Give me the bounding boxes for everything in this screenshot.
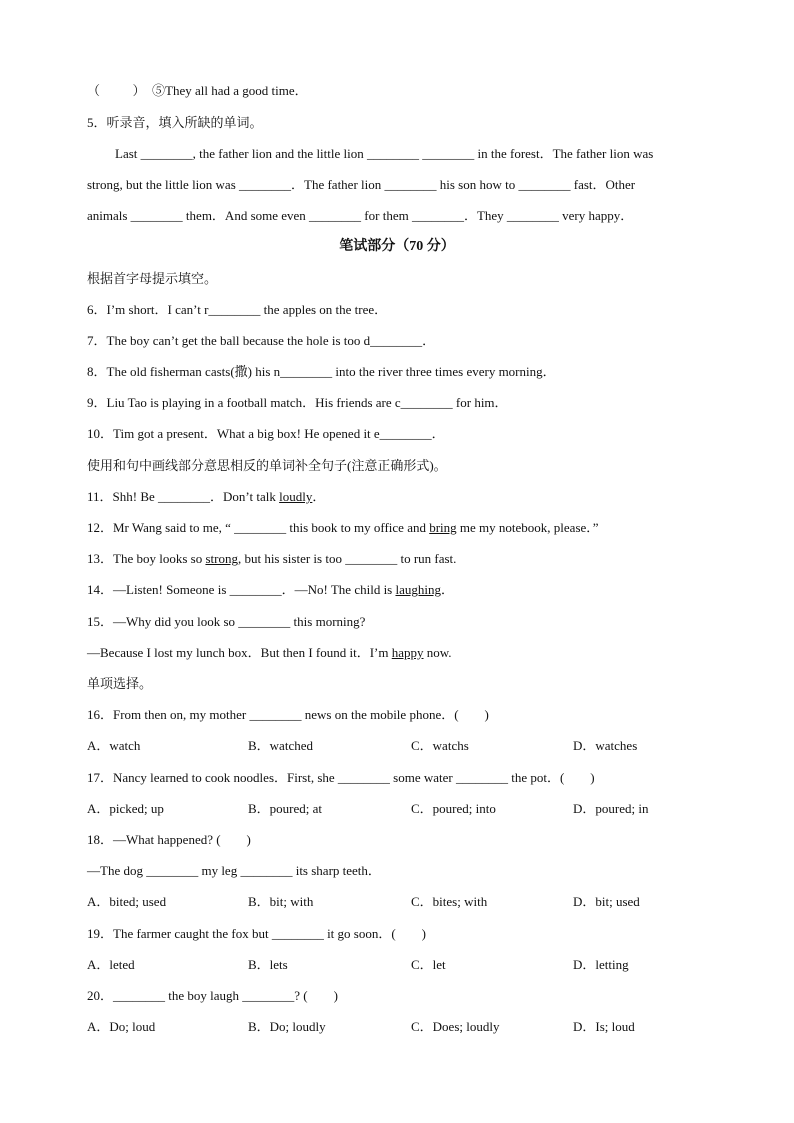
q12-text: 12．Mr Wang said to me, “ ________ this book to my office and <box>87 520 430 535</box>
q20-option-c: C．Does; loudly <box>411 1019 500 1034</box>
q12-underlined-word: bring <box>429 520 457 535</box>
question-9: 9．Liu Tao is playing in a football match．His friends are c________ for him． <box>87 395 508 410</box>
q19-option-d: D．letting <box>573 957 629 972</box>
part2-heading: 使用和句中画线部分意思相反的单词补全句子(注意正确形式)。 <box>87 458 447 473</box>
q14-text: 14．—Listen! Someone is ________．—No! The child is <box>87 582 396 597</box>
question-18-line-2: —The dog ________ my leg ________ its sharp teeth． <box>87 863 381 878</box>
q19-option-c: C．let <box>411 957 446 972</box>
listening-item-5: （ ） ⑤They all had a good time． <box>87 83 308 98</box>
question-14 <box>87 581 454 599</box>
q18-option-d: D．bit; used <box>573 894 640 909</box>
q17-option-c: C．poured; into <box>411 801 496 816</box>
q13-text-end: , but his sister is too ________ to run fast. <box>237 551 457 566</box>
question-8: 8．The old fisherman casts(撒) his n________ into the river three times every morning． <box>87 364 556 379</box>
q20-option-d: D．Is; loud <box>573 1019 635 1034</box>
question-18: 18．—What happened? ( ) <box>87 832 251 847</box>
question-16: 16．From then on, my mother ________ news on the mobile phone．( ) <box>87 707 489 722</box>
q18-option-a: A．bited; used <box>87 894 167 909</box>
part3-heading: 单项选择。 <box>87 676 153 691</box>
q19-option-b: B．lets <box>248 957 288 972</box>
question-15-answer <box>87 644 452 662</box>
section-5-heading: 5．听录音，填入所缺的单词。 <box>87 115 263 130</box>
q14-text-end: ． <box>440 582 454 597</box>
question-12 <box>87 519 599 537</box>
q11-text-end: ． <box>312 489 326 504</box>
q11-text: 11．Shh! Be ________．Don’t talk <box>87 489 280 504</box>
question-6: 6．I’m short．I can’t r________ the apples on the tree． <box>87 302 388 317</box>
question-13 <box>87 550 456 568</box>
question-17: 17．Nancy learned to cook noodles．First, she ________ some water ________ the pot．( ) <box>87 770 595 785</box>
q16-option-b: B．watched <box>248 738 313 753</box>
question-11 <box>87 488 325 506</box>
q15-underlined-word: happy <box>391 645 424 660</box>
q11-underlined-word: loudly <box>279 489 313 504</box>
question-10: 10．Tim got a present．What a big box! He opened it e________． <box>87 426 445 441</box>
q16-option-d: D．watches <box>573 738 638 753</box>
q13-text: 13．The boy looks so <box>87 551 206 566</box>
written-section-title: 笔试部分（70 分） <box>339 239 455 254</box>
q19-option-a: A．leted <box>87 957 135 972</box>
q15-text: —Because I lost my lunch box．But then I found it．I’m <box>87 645 392 660</box>
q13-underlined-word: strong <box>205 551 238 566</box>
question-7: 7．The boy can’t get the ball because the hole is too d________． <box>87 333 436 348</box>
passage-line-3: animals ________ them．And some even ________ for them ________．They ________ very happy． <box>87 208 634 223</box>
passage-line-2: strong, but the little lion was ________．The father lion ________ his son how to ________ fast．Other <box>87 177 636 192</box>
part1-heading: 根据首字母提示填空。 <box>87 271 218 286</box>
q17-option-a: A．picked; up <box>87 801 164 816</box>
q17-option-b: B．poured; at <box>248 801 323 816</box>
q18-option-c: C．bites; with <box>411 894 488 909</box>
passage-line-1: Last ________, the father lion and the little lion ________ ________ in the forest．The father lion was <box>115 146 654 161</box>
q17-option-d: D．poured; in <box>573 801 649 816</box>
q12-text-end: me my notebook, please．” <box>456 520 599 535</box>
q20-option-a: A．Do; loud <box>87 1019 156 1034</box>
q20-option-b: B．Do; loudly <box>248 1019 326 1034</box>
q18-option-b: B．bit; with <box>248 894 314 909</box>
q16-option-c: C．watchs <box>411 738 469 753</box>
question-19: 19．The farmer caught the fox but ________ it go soon．( ) <box>87 926 427 941</box>
question-20: 20．________ the boy laugh ________? ( ) <box>87 988 338 1003</box>
q15-text-end: now. <box>423 645 452 660</box>
q14-underlined-word: laughing <box>395 582 441 597</box>
q16-option-a: A．watch <box>87 738 141 753</box>
question-15: 15．—Why did you look so ________ this morning? <box>87 614 366 629</box>
